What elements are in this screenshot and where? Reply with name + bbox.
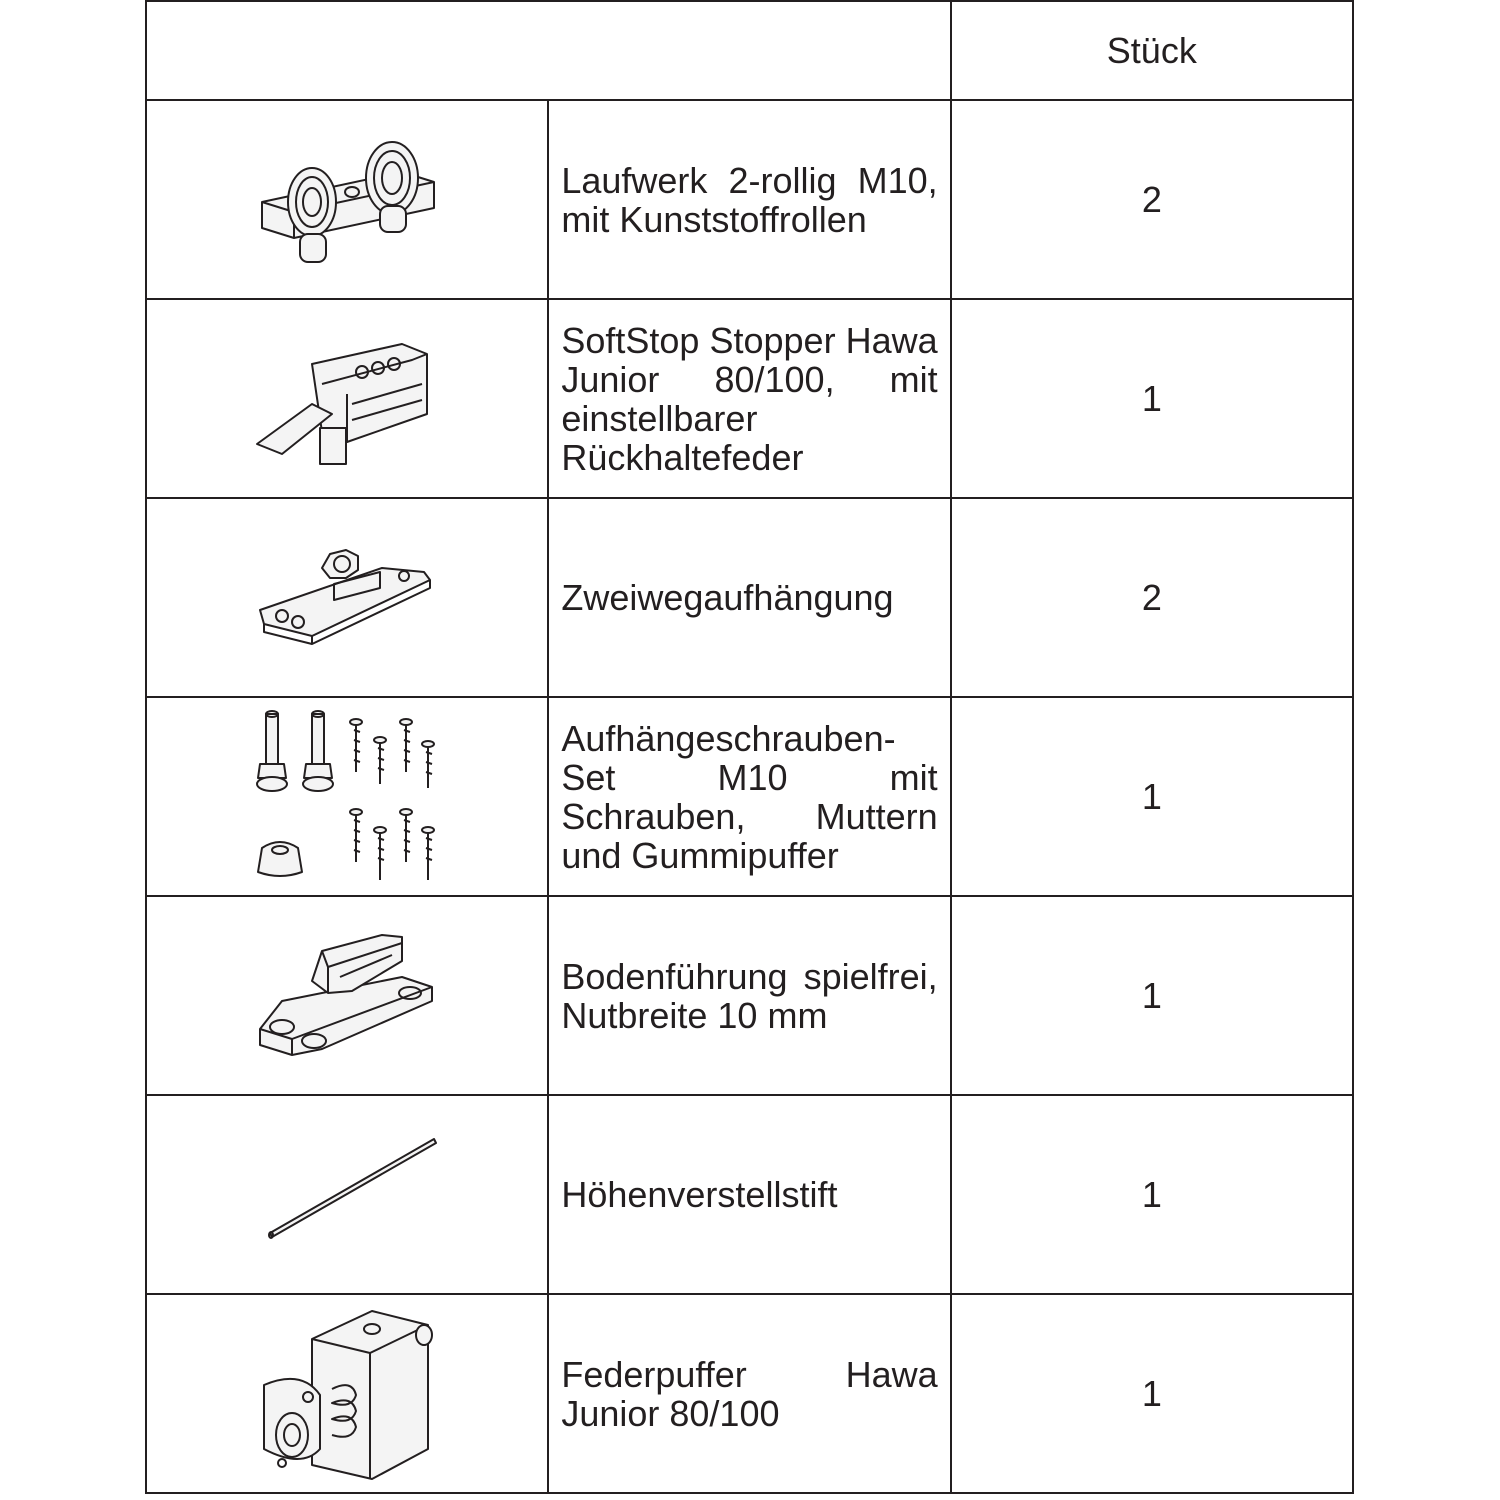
- hanger-bolt-icon: [303, 711, 333, 791]
- table-row: [146, 1294, 1353, 1493]
- item-image-cell: [146, 896, 548, 1095]
- height-adjust-pin-icon: [252, 1135, 442, 1255]
- item-description: Höhenverstellstift: [548, 1095, 950, 1294]
- item-description: Laufwerk 2-rollig M10, mit Kunststoffrollen: [548, 100, 950, 299]
- item-image-cell: [146, 299, 548, 498]
- screw-set-icon: [250, 702, 444, 892]
- spring-buffer-icon: [252, 1299, 442, 1489]
- item-description: SoftStop Stopper Hawa Junior 80/100, mit einstellbarer Rückhaltefeder: [548, 299, 950, 498]
- softstop-stopper-icon: [252, 324, 442, 474]
- item-quantity: 1: [951, 697, 1353, 896]
- table-header-row: [146, 1, 1353, 100]
- item-quantity: 1: [951, 1294, 1353, 1493]
- roller-carriage-icon: [252, 130, 442, 270]
- table-row: [146, 896, 1353, 1095]
- parts-list-table: [145, 0, 1354, 1494]
- item-image-cell: [146, 1294, 548, 1493]
- table-row: [146, 299, 1353, 498]
- item-description: Federpuffer Hawa Junior 80/100: [548, 1294, 950, 1493]
- item-image-cell: [146, 1095, 548, 1294]
- item-description: Aufhängeschrauben-Set M10 mit Schrauben, Muttern und Gummipuffer: [548, 697, 950, 896]
- item-quantity: 1: [951, 896, 1353, 1095]
- floor-guide-icon: [252, 921, 442, 1071]
- table-row: [146, 100, 1353, 299]
- item-image-cell: [146, 498, 548, 697]
- item-quantity: 2: [951, 498, 1353, 697]
- item-description: Zweiwegaufhängung: [548, 498, 950, 697]
- header-quantity-label: Stück: [951, 1, 1353, 100]
- item-description: Bodenführung spielfrei, Nutbreite 10 mm: [548, 896, 950, 1095]
- rubber-buffer-icon: [258, 842, 302, 876]
- hanger-bolt-icon: [257, 711, 287, 791]
- table-row: [146, 697, 1353, 896]
- item-quantity: 2: [951, 100, 1353, 299]
- suspension-bracket-icon: [252, 528, 442, 668]
- item-quantity: 1: [951, 1095, 1353, 1294]
- wood-screws-icon: [350, 719, 434, 880]
- table-row: [146, 498, 1353, 697]
- item-quantity: 1: [951, 299, 1353, 498]
- table-row: [146, 1095, 1353, 1294]
- item-image-cell: [146, 697, 548, 896]
- header-blank-cell: [146, 1, 951, 100]
- item-image-cell: [146, 100, 548, 299]
